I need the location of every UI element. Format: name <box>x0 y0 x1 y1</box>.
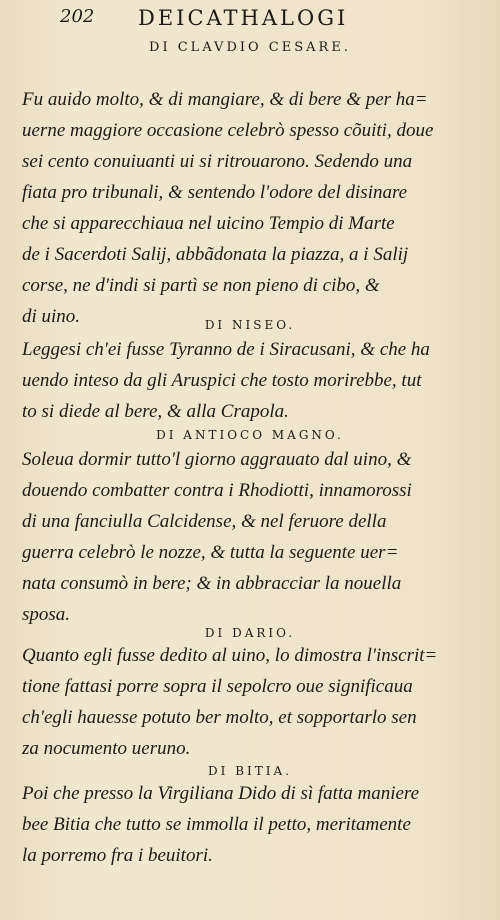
section-heading-bitia: DI BITIA. <box>208 764 292 778</box>
text-line: guerra celebrò le nozze, & tutta la seguente uer= <box>22 542 399 563</box>
text-line: sposa. <box>22 604 71 625</box>
page-number: 202 <box>60 6 95 27</box>
text-line: ch'egli hauesse potuto ber molto, et sopportarlo sen <box>22 707 417 728</box>
text-line: la porremo fra i beuitori. <box>22 845 213 866</box>
text-line: Leggesi ch'ei fusse Tyranno de i Siracusani, & che ha <box>22 339 430 360</box>
section-heading-dario: DI DARIO. <box>204 626 296 640</box>
section-niseo-text <box>22 334 492 427</box>
text-line: fiata pro tribunali, & sentendo l'odore del disinare <box>22 182 408 203</box>
section-claudio-text <box>22 84 492 332</box>
text-line: che si apparecchiaua nel uicino Tempio di Marte <box>22 213 395 234</box>
text-line: tione fattasi porre sopra il sepolcro oue significaua <box>22 676 413 697</box>
text-line: Soleua dormir tutto'l giorno aggrauato dal uino, & <box>22 449 412 470</box>
section-dario-text <box>22 640 492 764</box>
text-line: douendo combatter contra i Rhodiotti, innamorossi <box>22 480 412 501</box>
text-line: Quanto egli fusse dedito al uino, lo dimostra l'inscrit= <box>22 645 438 666</box>
text-line: Fu auido molto, & di mangiare, & di bere & per ha= <box>22 89 428 110</box>
section-heading-antioco: DI ANTIOCO MAGNO. <box>156 428 344 442</box>
text-line: uendo inteso da gli Aruspici che tosto morirebbe, tut <box>22 370 422 391</box>
text-line: Poi che presso la Virgiliana Dido di sì fatta maniere <box>22 783 420 804</box>
text-line: nata consumò in bere; & in abbracciar la nouella <box>22 573 402 594</box>
chapter-heading: DI CLAVDIO CESARE. <box>149 40 351 55</box>
text-line: sei cento conuiuanti ui si ritrouarono. Sedendo una <box>22 151 413 172</box>
text-line: di una fanciulla Calcidense, & nel feruore della <box>22 511 387 532</box>
section-heading-niseo: DI NISEO. <box>204 318 296 332</box>
running-head: DEICATHALOGI <box>138 6 349 30</box>
text-line: uerne maggiore occasione celebrò spesso cõuiti, doue <box>22 120 434 141</box>
text-line: bee Bitia che tutto se immolla il petto, meritamente <box>22 814 411 835</box>
text-line: de i Sacerdoti Salij, abbãdonata la piazza, a i Salij <box>22 244 409 265</box>
page-header <box>0 4 500 64</box>
text-line: corse, ne d'indi si partì se non pieno di cibo, & <box>22 275 380 296</box>
text-line: za nocumento ueruno. <box>22 738 191 759</box>
section-bitia-text <box>22 778 492 871</box>
text-line: to si diede al bere, & alla Crapola. <box>22 401 289 422</box>
section-antioco-text <box>22 444 492 630</box>
text-line: di uino. <box>22 306 81 327</box>
